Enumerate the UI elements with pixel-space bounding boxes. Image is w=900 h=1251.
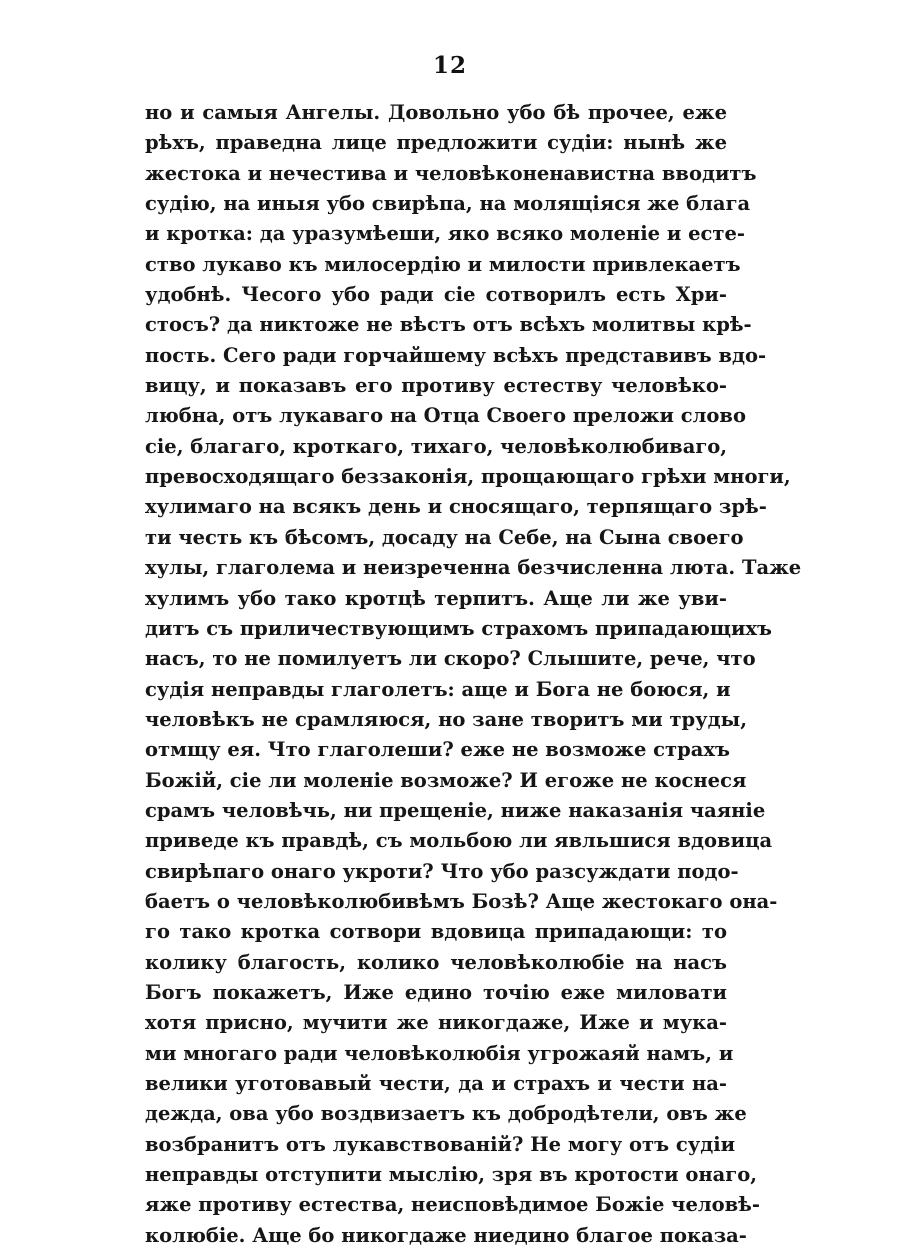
text-line: отмщу ея. Что глаголеши? еже не возможе страхъ <box>145 738 730 762</box>
text-line: срамъ человѣчь, ни прещеніе, ниже наказанія чаяніе <box>145 798 766 822</box>
text-line: судію, на иныя убо свирѣпа, на молящіяся же блага <box>145 192 751 216</box>
text-line: хулимъ убо тако кротцѣ терпитъ. Аще ли же уви- <box>145 586 727 610</box>
text-line: любна, отъ лукаваго на Отца Своего преложи слово <box>145 404 746 428</box>
text-line: колюбіе. Аще бо никогдаже ниедино благое показа- <box>145 1223 747 1247</box>
text-line: насъ, то не помилуетъ ли скоро? Слышите, рече, что <box>145 647 756 671</box>
text-line: превосходящаго беззаконія, прощающаго грѣхи многи, <box>145 465 791 489</box>
text-line: баетъ о человѣколюбивѣмъ Бозѣ? Аще жестокаго она- <box>145 889 778 913</box>
text-line: удобнѣ. Чесого убо ради сіе сотворилъ есть Хри- <box>145 283 727 307</box>
text-line: ти честь къ бѣсомъ, досаду на Себе, на Сына своего <box>145 525 744 549</box>
text-line: неправды отступити мыслію, зря въ кротости онаго, <box>145 1163 758 1187</box>
text-line: вицу, и показавъ его противу естеству человѣко- <box>145 374 727 398</box>
page-number: 12 <box>432 52 467 79</box>
text-line: и кротка: да уразумѣеши, яко всяко моленіе и есте- <box>145 222 745 246</box>
body-text <box>145 98 802 1251</box>
text-line: сіе, благаго, кроткаго, тихаго, человѣколюбиваго, <box>145 434 728 458</box>
text-line: велики уготовавый чести, да и страхъ и чести на- <box>145 1072 727 1095</box>
text-line: судія неправды глаголетъ: аще и Бога не боюся, и <box>145 677 731 701</box>
text-line: дитъ съ приличествующимъ страхомъ припадающихъ <box>145 616 772 640</box>
text-line: человѣкъ не срамляюся, но зане творитъ ми труды, <box>145 707 747 731</box>
text-line: колику благость, колико человѣколюбіе на насъ <box>145 950 727 974</box>
text-line: Богъ покажетъ, Иже едино точію еже миловати <box>145 980 727 1004</box>
text-line: хулимаго на всякъ день и сносящаго, терпящаго зрѣ- <box>145 495 767 519</box>
text-line: Божій, сіе ли моленіе возможе? И егоже не коснеся <box>145 768 747 792</box>
text-line: ство лукаво къ милосердію и милости привлекаетъ <box>145 252 741 276</box>
text-line: стосъ? да никтоже не вѣстъ отъ всѣхъ молитвы крѣ- <box>145 313 752 337</box>
text-line: хотя присно, мучити же никогдаже, Иже и мука- <box>145 1011 727 1035</box>
text-line: но и самыя Ангелы. Довольно убо бѣ прочее, еже <box>145 101 727 124</box>
text-line: пость. Сего ради горчайшему всѣхъ представивъ вдо- <box>145 343 767 367</box>
text-line: дежда, ова убо воздвизаетъ къ добродѣтели, овъ же <box>145 1102 747 1126</box>
text-line: жестока и нечестива и человѣконенавистна вводитъ <box>145 161 757 185</box>
text-line: яже противу естества, неисповѣдимое Божіе человѣ- <box>145 1193 760 1217</box>
text-line: ми многаго ради человѣколюбія угрожаяй намъ, и <box>145 1041 734 1065</box>
text-line: возбранитъ отъ лукавствованій? Не могу отъ судіи <box>145 1132 736 1156</box>
text-line: го тако кротка сотвори вдовица припадающи: то <box>145 920 727 944</box>
text-line: приведе къ правдѣ, съ мольбою ли явльшися вдовица <box>145 829 773 853</box>
text-line: рѣхъ, праведна лице предложити судіи: нынѣ же <box>145 131 727 155</box>
text-line: свирѣпаго онаго укроти? Что убо разсуждати подо- <box>145 859 739 883</box>
text-line: хулы, глаголема и неизреченна безчисленна люта. Таже <box>145 556 802 580</box>
